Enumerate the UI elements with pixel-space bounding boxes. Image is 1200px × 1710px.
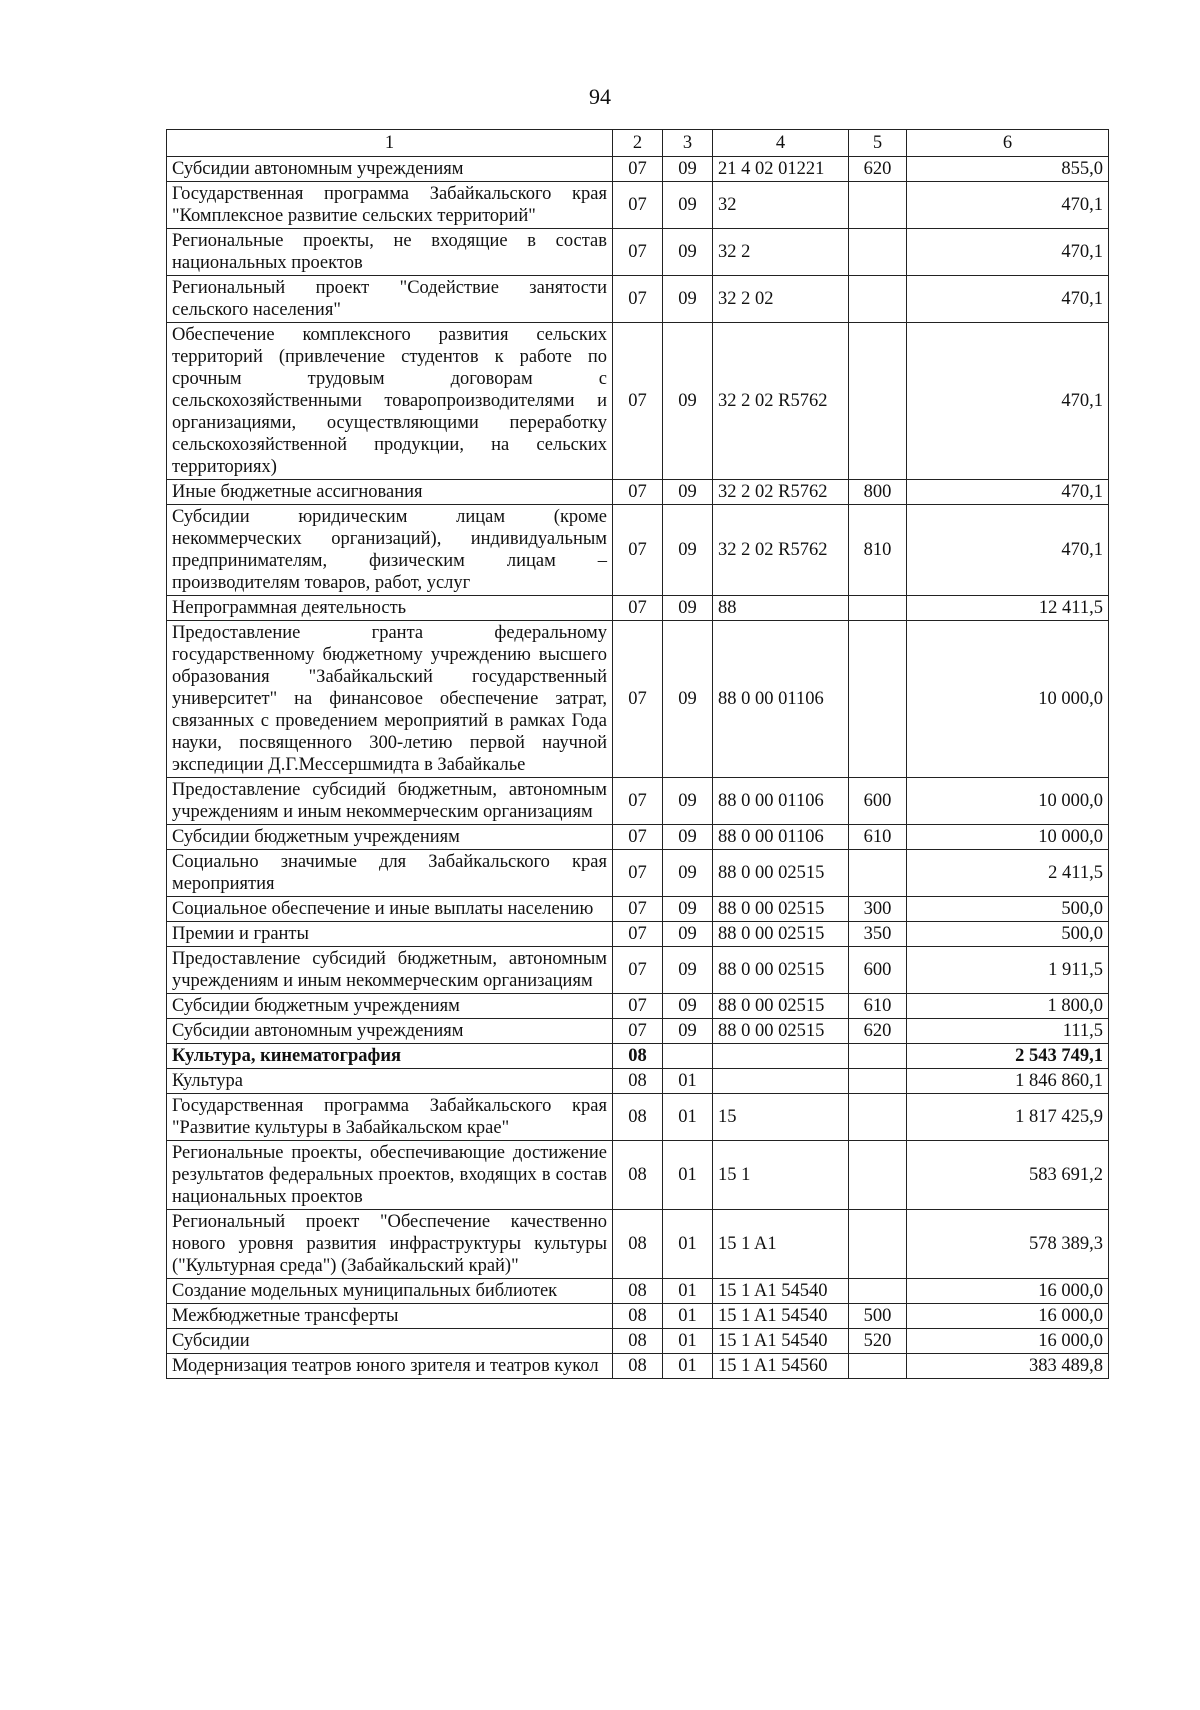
row-amount: 583 691,2 <box>907 1141 1109 1210</box>
header-col-2: 2 <box>613 130 663 157</box>
row-target-code: 15 1 A1 54560 <box>713 1354 849 1379</box>
row-expense-type: 300 <box>849 897 907 922</box>
header-col-5: 5 <box>849 130 907 157</box>
row-subsection: 01 <box>663 1304 713 1329</box>
row-section: 07 <box>613 1019 663 1044</box>
row-amount: 1 800,0 <box>907 994 1109 1019</box>
row-target-code: 88 0 00 02515 <box>713 1019 849 1044</box>
row-name: Региональные проекты, не входящие в состав национальных проектов <box>167 229 613 276</box>
row-target-code: 88 0 00 01106 <box>713 778 849 825</box>
row-target-code: 15 1 A1 <box>713 1210 849 1279</box>
row-target-code: 88 <box>713 596 849 621</box>
row-subsection: 01 <box>663 1069 713 1094</box>
page-number: 94 <box>589 84 611 109</box>
row-amount: 12 411,5 <box>907 596 1109 621</box>
row-section: 07 <box>613 850 663 897</box>
row-expense-type <box>849 621 907 778</box>
row-amount: 1 911,5 <box>907 947 1109 994</box>
row-name: Предоставление субсидий бюджетным, автономным учреждениям и иным некоммерческим организациям <box>167 778 613 825</box>
row-expense-type <box>849 1044 907 1069</box>
row-subsection: 09 <box>663 897 713 922</box>
table-row <box>167 825 1109 850</box>
row-name: Премии и гранты <box>167 922 613 947</box>
row-amount: 470,1 <box>907 323 1109 480</box>
row-section: 07 <box>613 276 663 323</box>
row-amount: 10 000,0 <box>907 778 1109 825</box>
row-target-code: 88 0 00 02515 <box>713 947 849 994</box>
row-name: Обеспечение комплексного развития сельских территорий (привлечение студентов к работе по срочным трудовым договорам с сельскохозяйственными товаропроизводителями и организациями, осуществляющими переработку сельскохозяйственной продукции, на сельских территориях) <box>167 323 613 480</box>
row-amount: 2 411,5 <box>907 850 1109 897</box>
row-name: Субсидии бюджетным учреждениям <box>167 825 613 850</box>
row-target-code: 15 1 A1 54540 <box>713 1279 849 1304</box>
row-section: 07 <box>613 505 663 596</box>
row-subsection: 09 <box>663 1019 713 1044</box>
row-expense-type: 350 <box>849 922 907 947</box>
row-expense-type <box>849 1279 907 1304</box>
table-row <box>167 157 1109 182</box>
row-name: Субсидии автономным учреждениям <box>167 157 613 182</box>
row-target-code: 32 2 02 R5762 <box>713 480 849 505</box>
row-section: 07 <box>613 897 663 922</box>
row-amount: 500,0 <box>907 922 1109 947</box>
row-target-code: 15 1 <box>713 1141 849 1210</box>
row-amount: 383 489,8 <box>907 1354 1109 1379</box>
row-expense-type: 610 <box>849 825 907 850</box>
row-target-code: 15 1 A1 54540 <box>713 1329 849 1354</box>
table-row <box>167 621 1109 778</box>
row-subsection <box>663 1044 713 1069</box>
row-amount: 10 000,0 <box>907 621 1109 778</box>
header-col-4: 4 <box>713 130 849 157</box>
row-section: 07 <box>613 229 663 276</box>
row-target-code: 32 2 02 R5762 <box>713 323 849 480</box>
row-section: 07 <box>613 480 663 505</box>
row-section: 07 <box>613 778 663 825</box>
row-subsection: 01 <box>663 1210 713 1279</box>
row-name: Культура <box>167 1069 613 1094</box>
table-row <box>167 1044 1109 1069</box>
row-expense-type <box>849 1210 907 1279</box>
table-row <box>167 1210 1109 1279</box>
row-section: 07 <box>613 994 663 1019</box>
row-expense-type: 610 <box>849 994 907 1019</box>
row-name: Создание модельных муниципальных библиотек <box>167 1279 613 1304</box>
row-amount: 111,5 <box>907 1019 1109 1044</box>
row-subsection: 09 <box>663 229 713 276</box>
table-row <box>167 850 1109 897</box>
row-name: Субсидии бюджетным учреждениям <box>167 994 613 1019</box>
row-target-code <box>713 1044 849 1069</box>
row-amount: 470,1 <box>907 229 1109 276</box>
table-row <box>167 922 1109 947</box>
row-expense-type: 800 <box>849 480 907 505</box>
row-target-code: 15 1 A1 54540 <box>713 1304 849 1329</box>
table-row <box>167 1019 1109 1044</box>
row-subsection: 01 <box>663 1279 713 1304</box>
row-section: 08 <box>613 1069 663 1094</box>
table-header-row <box>167 130 1109 157</box>
table-row <box>167 947 1109 994</box>
row-target-code <box>713 1069 849 1094</box>
row-section: 08 <box>613 1354 663 1379</box>
row-amount: 2 543 749,1 <box>907 1044 1109 1069</box>
row-expense-type <box>849 1069 907 1094</box>
row-section: 08 <box>613 1210 663 1279</box>
row-expense-type: 810 <box>849 505 907 596</box>
table-row <box>167 1069 1109 1094</box>
row-target-code: 32 <box>713 182 849 229</box>
table-row <box>167 994 1109 1019</box>
row-subsection: 09 <box>663 850 713 897</box>
row-subsection: 09 <box>663 182 713 229</box>
row-subsection: 09 <box>663 157 713 182</box>
table-row <box>167 1094 1109 1141</box>
row-target-code: 88 0 00 01106 <box>713 825 849 850</box>
row-expense-type <box>849 182 907 229</box>
row-amount: 500,0 <box>907 897 1109 922</box>
row-section: 07 <box>613 596 663 621</box>
row-name: Региональный проект "Содействие занятости сельского населения" <box>167 276 613 323</box>
row-subsection: 09 <box>663 994 713 1019</box>
row-subsection: 09 <box>663 621 713 778</box>
table-row <box>167 505 1109 596</box>
row-subsection: 09 <box>663 276 713 323</box>
row-subsection: 09 <box>663 922 713 947</box>
row-amount: 578 389,3 <box>907 1210 1109 1279</box>
row-amount: 16 000,0 <box>907 1304 1109 1329</box>
table-row <box>167 1279 1109 1304</box>
row-name: Межбюджетные трансферты <box>167 1304 613 1329</box>
row-name: Предоставление гранта федеральному государственному бюджетному учреждению высшего образования "Забайкальский государственный университет" на финансовое обеспечение затрат, связанных с проведением мероприятий в рамках Года науки, посвященного 300-летию первой научной экспедиции Д.Г.Мессершмидта в Забайкалье <box>167 621 613 778</box>
row-subsection: 09 <box>663 480 713 505</box>
row-section: 07 <box>613 825 663 850</box>
row-subsection: 09 <box>663 825 713 850</box>
row-target-code: 88 0 00 01106 <box>713 621 849 778</box>
row-amount: 16 000,0 <box>907 1329 1109 1354</box>
row-expense-type <box>849 596 907 621</box>
row-target-code: 32 2 02 <box>713 276 849 323</box>
row-amount: 470,1 <box>907 505 1109 596</box>
header-col-3: 3 <box>663 130 713 157</box>
row-section: 08 <box>613 1329 663 1354</box>
row-amount: 470,1 <box>907 182 1109 229</box>
row-expense-type <box>849 1354 907 1379</box>
header-col-1: 1 <box>167 130 613 157</box>
row-expense-type <box>849 323 907 480</box>
row-section: 07 <box>613 182 663 229</box>
row-section: 07 <box>613 621 663 778</box>
row-target-code: 88 0 00 02515 <box>713 850 849 897</box>
table-body <box>167 157 1109 1379</box>
row-name: Социально значимые для Забайкальского края мероприятия <box>167 850 613 897</box>
table-row <box>167 897 1109 922</box>
row-section: 08 <box>613 1279 663 1304</box>
row-name: Государственная программа Забайкальского края "Комплексное развитие сельских территорий" <box>167 182 613 229</box>
row-subsection: 01 <box>663 1141 713 1210</box>
table-row <box>167 1141 1109 1210</box>
row-section: 08 <box>613 1044 663 1069</box>
row-subsection: 01 <box>663 1354 713 1379</box>
row-expense-type: 620 <box>849 157 907 182</box>
row-name: Субсидии юридическим лицам (кроме некоммерческих организаций), индивидуальным предпринимателям, физическим лицам – производителям товаров, работ, услуг <box>167 505 613 596</box>
table-row <box>167 1329 1109 1354</box>
row-amount: 1 817 425,9 <box>907 1094 1109 1141</box>
row-name: Субсидии автономным учреждениям <box>167 1019 613 1044</box>
row-expense-type: 500 <box>849 1304 907 1329</box>
row-name: Предоставление субсидий бюджетным, автономным учреждениям и иным некоммерческим организациям <box>167 947 613 994</box>
row-expense-type: 620 <box>849 1019 907 1044</box>
row-target-code: 15 <box>713 1094 849 1141</box>
row-subsection: 09 <box>663 778 713 825</box>
row-section: 07 <box>613 323 663 480</box>
table-row <box>167 1354 1109 1379</box>
row-section: 08 <box>613 1141 663 1210</box>
row-expense-type: 600 <box>849 778 907 825</box>
row-expense-type <box>849 276 907 323</box>
row-name: Иные бюджетные ассигнования <box>167 480 613 505</box>
row-expense-type: 520 <box>849 1329 907 1354</box>
row-expense-type: 600 <box>849 947 907 994</box>
row-section: 08 <box>613 1094 663 1141</box>
row-target-code: 88 0 00 02515 <box>713 897 849 922</box>
row-amount: 10 000,0 <box>907 825 1109 850</box>
row-expense-type <box>849 1141 907 1210</box>
row-target-code: 32 2 02 R5762 <box>713 505 849 596</box>
table-row <box>167 778 1109 825</box>
row-amount: 16 000,0 <box>907 1279 1109 1304</box>
row-section: 07 <box>613 922 663 947</box>
header-col-6: 6 <box>907 130 1109 157</box>
row-name: Непрограммная деятельность <box>167 596 613 621</box>
row-name: Региональные проекты, обеспечивающие достижение результатов федеральных проектов, входящих в состав национальных проектов <box>167 1141 613 1210</box>
table-row <box>167 276 1109 323</box>
row-section: 08 <box>613 1304 663 1329</box>
row-amount: 1 846 860,1 <box>907 1069 1109 1094</box>
row-expense-type <box>849 1094 907 1141</box>
row-target-code: 88 0 00 02515 <box>713 994 849 1019</box>
row-subsection: 09 <box>663 947 713 994</box>
row-name: Субсидии <box>167 1329 613 1354</box>
row-name: Модернизация театров юного зрителя и театров кукол <box>167 1354 613 1379</box>
row-target-code: 21 4 02 01221 <box>713 157 849 182</box>
row-amount: 855,0 <box>907 157 1109 182</box>
table-row <box>167 1304 1109 1329</box>
table-row <box>167 480 1109 505</box>
row-subsection: 09 <box>663 596 713 621</box>
row-name: Государственная программа Забайкальского края "Развитие культуры в Забайкальском крае" <box>167 1094 613 1141</box>
table-row <box>167 229 1109 276</box>
row-amount: 470,1 <box>907 276 1109 323</box>
row-target-code: 88 0 00 02515 <box>713 922 849 947</box>
row-subsection: 09 <box>663 323 713 480</box>
row-subsection: 01 <box>663 1329 713 1354</box>
budget-table <box>166 129 1109 1379</box>
table-row <box>167 182 1109 229</box>
row-section: 07 <box>613 157 663 182</box>
row-section: 07 <box>613 947 663 994</box>
row-subsection: 01 <box>663 1094 713 1141</box>
table-row <box>167 323 1109 480</box>
row-target-code: 32 2 <box>713 229 849 276</box>
row-expense-type <box>849 850 907 897</box>
row-name: Социальное обеспечение и иные выплаты населению <box>167 897 613 922</box>
row-subsection: 09 <box>663 505 713 596</box>
row-name: Региональный проект "Обеспечение качественно нового уровня развития инфраструктуры культуры ("Культурная среда") (Забайкальский край)" <box>167 1210 613 1279</box>
table-row <box>167 596 1109 621</box>
row-name: Культура, кинематография <box>167 1044 613 1069</box>
row-expense-type <box>849 229 907 276</box>
row-amount: 470,1 <box>907 480 1109 505</box>
